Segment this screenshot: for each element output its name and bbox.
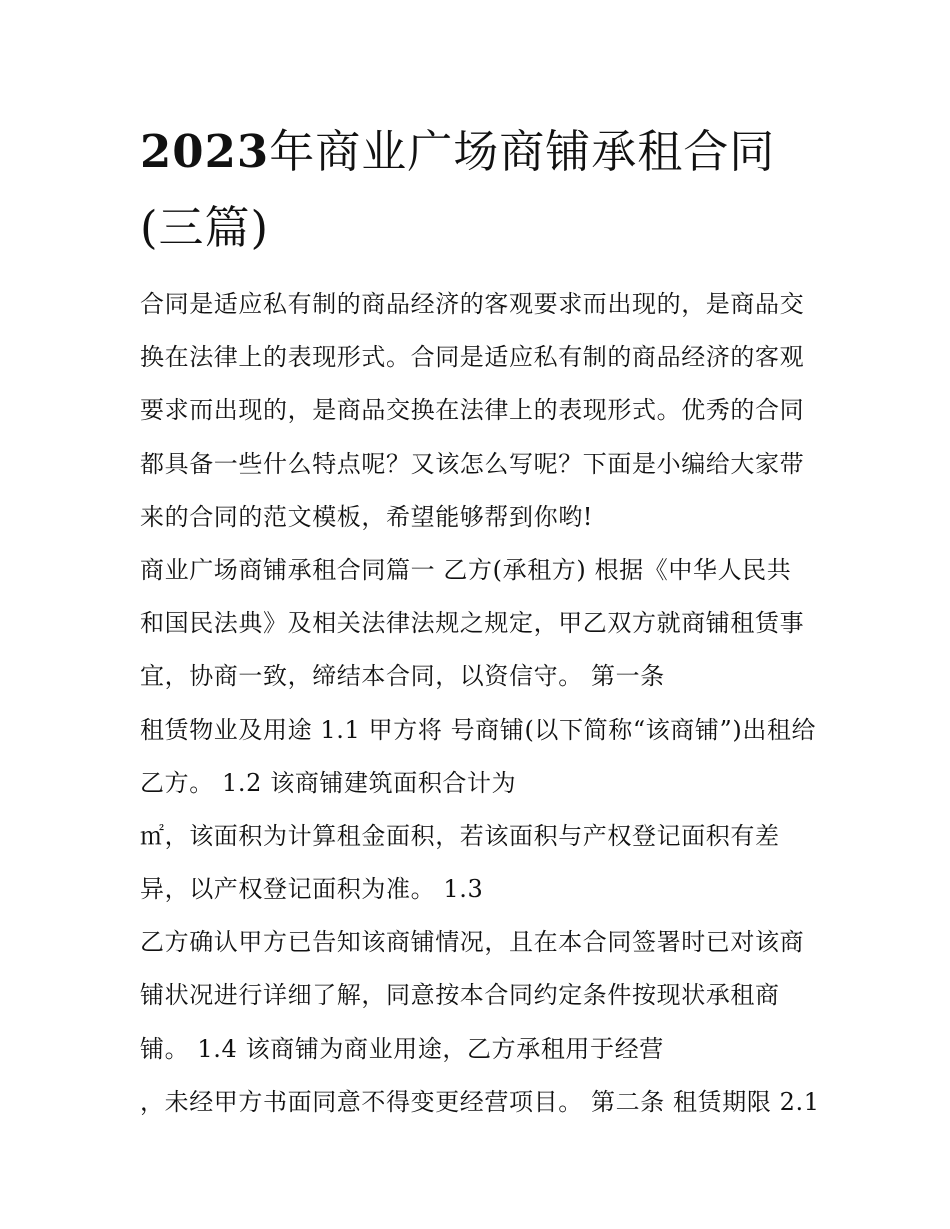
body-line: ，未经甲方书面同意不得变更经营项目。 第二条 租赁期限 2.1 <box>140 1087 820 1116</box>
body-line: 铺状况进行详细了解，同意按本合同约定条件按现状承租商 <box>140 981 780 1010</box>
body-line: 来的合同的范文模板，希望能够帮到你哟! <box>140 502 594 531</box>
body-line: 要求而出现的，是商品交换在法律上的表现形式。优秀的合同 <box>140 396 805 425</box>
title-year: 2023 <box>140 125 270 178</box>
body-line: 和国民法典》及相关法律法规之规定，甲乙双方就商铺租赁事 <box>140 609 805 638</box>
body-line: 乙方。 1.2 该商铺建筑面积合计为 <box>140 768 517 797</box>
document-title <box>140 114 820 266</box>
body-line: 铺。 1.4 该商铺为商业用途，乙方承租用于经营 <box>140 1034 664 1063</box>
body-line: 乙方确认甲方已告知该商铺情况，且在本合同签署时已对该商 <box>140 928 805 957</box>
body-line: 宜，协商一致，缔结本合同，以资信守。 第一条 <box>140 662 665 691</box>
body-line: 商业广场商铺承租合同篇一 乙方(承租方) 根据《中华人民共 <box>140 555 792 584</box>
body-line: 租赁物业及用途 1.1 甲方将 号商铺(以下简称“该商铺”)出租给 <box>140 715 817 744</box>
body-line: 换在法律上的表现形式。合同是适应私有制的商品经济的客观 <box>140 343 805 372</box>
document-body <box>140 278 820 1129</box>
body-line: ㎡，该面积为计算租金面积，若该面积与产权登记面积有差 <box>140 821 780 850</box>
title-text: 年商业广场商铺承租合同(三篇) <box>140 125 776 254</box>
body-line: 异，以产权登记面积为准。 1.3 <box>140 875 484 904</box>
body-line: 合同是适应私有制的商品经济的客观要求而出现的，是商品交 <box>140 290 805 318</box>
body-line: 都具备一些什么特点呢？又该怎么写呢？下面是小编给大家带 <box>140 449 805 478</box>
